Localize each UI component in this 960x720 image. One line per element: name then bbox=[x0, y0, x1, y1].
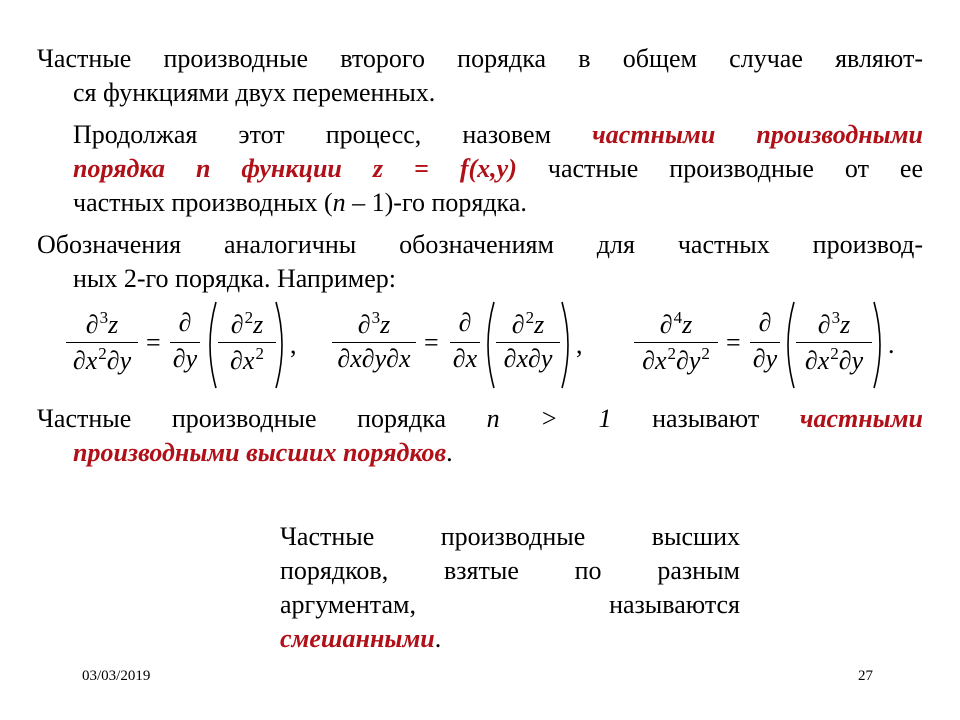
callout-line-2 bbox=[280, 554, 740, 588]
math-expression: n > 1 bbox=[486, 404, 612, 433]
text-span: Частные производные второго порядка в общем случае являют- bbox=[37, 44, 923, 73]
fraction-inner bbox=[796, 308, 872, 380]
function-highlight: z = f(x,y) bbox=[372, 154, 517, 183]
formula-3 bbox=[634, 308, 904, 388]
numerator: ∂ bbox=[178, 308, 192, 337]
footer-date: 03/03/2019 bbox=[82, 668, 151, 684]
text-span: аргументам, называются bbox=[280, 590, 740, 619]
right-paren-icon bbox=[872, 300, 886, 390]
right-paren-icon bbox=[274, 300, 288, 390]
fraction-bar bbox=[170, 342, 200, 343]
fraction-inner bbox=[218, 308, 276, 380]
numerator: ∂$^3$z bbox=[817, 308, 851, 339]
left-paren-icon bbox=[204, 300, 218, 390]
text-span: порядков, взятые по разным bbox=[280, 556, 740, 585]
formula-1 bbox=[66, 308, 306, 388]
fraction-bar bbox=[496, 342, 560, 343]
paragraph-2-line-1 bbox=[73, 118, 923, 152]
text-span: – 1)-го порядка. bbox=[345, 188, 527, 217]
fraction-operator bbox=[750, 308, 780, 380]
paragraph-2-line-2 bbox=[73, 152, 923, 186]
fraction-operator bbox=[450, 308, 480, 380]
paragraph-4-line-1 bbox=[37, 402, 923, 436]
numerator: ∂ bbox=[758, 308, 772, 337]
paragraph-3-line-1 bbox=[37, 228, 923, 262]
fraction-lhs bbox=[634, 308, 718, 380]
comma: , bbox=[290, 330, 297, 359]
numerator: ∂$^3$z bbox=[357, 308, 391, 339]
numerator: ∂ bbox=[458, 308, 472, 337]
equals-sign: = bbox=[146, 328, 161, 357]
fraction-operator bbox=[170, 308, 200, 380]
callout-line-1 bbox=[280, 520, 740, 554]
numerator: ∂$^3$z bbox=[85, 308, 119, 339]
denominator: $\partial x^2$ bbox=[230, 344, 264, 375]
text-span: частные производные от ее bbox=[516, 154, 924, 183]
denominator: ∂x∂y∂x bbox=[337, 344, 411, 373]
period: . bbox=[888, 330, 895, 359]
numerator: ∂$^2$z bbox=[230, 308, 264, 339]
formula-2 bbox=[332, 308, 592, 388]
fraction-bar bbox=[450, 342, 480, 343]
fraction-bar bbox=[218, 342, 276, 343]
term-highlight: частными bbox=[799, 404, 923, 433]
term-highlight: частными производными bbox=[592, 120, 923, 149]
denominator: ∂y bbox=[172, 344, 198, 373]
left-paren-icon bbox=[782, 300, 796, 390]
math-var: n bbox=[332, 188, 346, 217]
paragraph-4-line-2 bbox=[73, 436, 923, 470]
paragraph-3-line-2 bbox=[73, 262, 923, 296]
left-paren-icon bbox=[482, 300, 496, 390]
fraction-bar bbox=[332, 342, 416, 343]
text-span: Частные производные порядка bbox=[37, 404, 487, 433]
callout-line-4 bbox=[280, 622, 740, 656]
text-span: . bbox=[446, 438, 453, 467]
fraction-bar bbox=[796, 342, 872, 343]
denominator: ∂x∂y bbox=[503, 344, 553, 373]
callout-line-3 bbox=[280, 588, 740, 622]
denominator: ∂x bbox=[452, 344, 478, 373]
fraction-bar bbox=[634, 342, 718, 343]
text-span: называют bbox=[611, 404, 800, 433]
fraction-bar bbox=[66, 342, 138, 343]
text-span: . bbox=[434, 624, 442, 653]
denominator: $\partial x^2\partial y$ bbox=[804, 344, 864, 375]
page-number: 27 bbox=[858, 668, 873, 684]
comma: , bbox=[576, 330, 583, 359]
text-span: Продолжая этот процесс, назовем bbox=[73, 120, 593, 149]
paragraph-2-line-3 bbox=[73, 186, 923, 220]
denominator: $\partial x^2\partial y$ bbox=[72, 344, 132, 375]
text-span: ных 2-го порядка. Например: bbox=[73, 264, 396, 293]
term-highlight: смешанными bbox=[280, 624, 435, 653]
fraction-inner bbox=[496, 308, 560, 380]
fraction-bar bbox=[750, 342, 780, 343]
term-highlight: порядка n функции bbox=[73, 154, 373, 183]
right-paren-icon bbox=[560, 300, 574, 390]
fraction-lhs bbox=[332, 308, 416, 380]
text-span: частных производных ( bbox=[73, 188, 333, 217]
text-span: Обозначения аналогичны обозначениям для частных производ- bbox=[37, 230, 923, 259]
numerator: ∂$^4$z bbox=[659, 308, 693, 339]
paragraph-1-line-2 bbox=[73, 76, 923, 110]
text-span: Частные производные высших bbox=[280, 522, 740, 551]
fraction-lhs bbox=[66, 308, 138, 380]
numerator: ∂$^2$z bbox=[511, 308, 545, 339]
denominator: ∂y bbox=[752, 344, 778, 373]
paragraph-1-line-1 bbox=[37, 42, 923, 76]
equals-sign: = bbox=[424, 328, 439, 357]
equals-sign: = bbox=[726, 328, 741, 357]
denominator: $\partial x^2\partial y^2$ bbox=[642, 344, 710, 375]
term-highlight: производными высших порядков bbox=[73, 438, 447, 467]
text-span: ся функциями двух переменных. bbox=[73, 78, 436, 107]
